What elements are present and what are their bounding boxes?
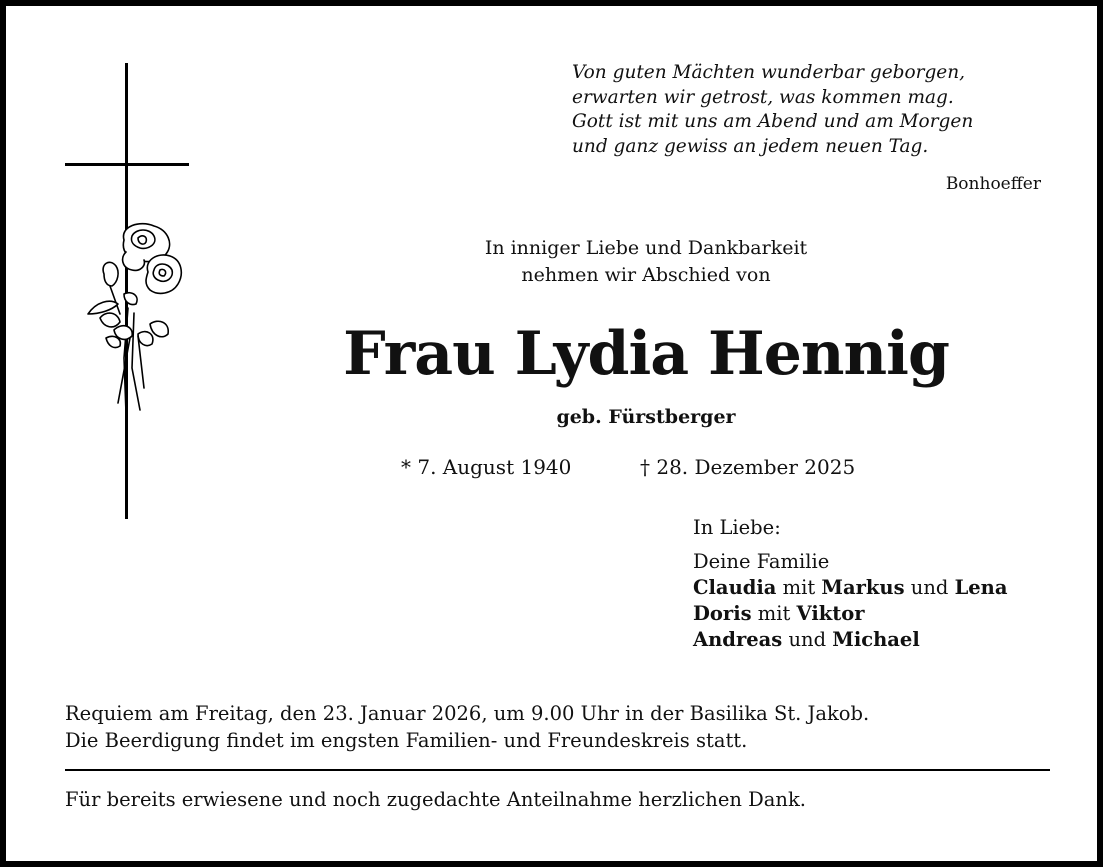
poem-line: und ganz gewiss an jedem neuen Tag.: [572, 135, 929, 157]
birth-date: * 7. August 1940: [401, 455, 572, 479]
poem-line: Gott ist mit uns am Abend und am Morgen: [572, 111, 974, 132]
deceased-name: Frau Lydia Hennig: [343, 319, 949, 389]
intro-line-2: nehmen wir Abschied von: [521, 264, 771, 286]
connector-text: und: [904, 576, 955, 599]
family-member: Michael: [832, 628, 920, 651]
death-date: † 28. Dezember 2025: [640, 455, 856, 479]
burial-text: Die Beerdigung findet im engsten Familien- und Freundeskreis statt.: [65, 729, 748, 752]
family-greeting: Deine Familie: [693, 550, 830, 573]
family-member: Claudia: [693, 576, 777, 599]
family-member: Markus: [821, 576, 905, 599]
thanks-text: Für bereits erwiesene und noch zugedachte Anteilnahme herzlichen Dank.: [65, 788, 806, 811]
family-line: [693, 627, 1008, 653]
connector-text: mit: [776, 576, 822, 599]
requiem-text: Requiem am Freitag, den 23. Januar 2026, um 9.00 Uhr in der Basilika St. Jakob.: [65, 702, 870, 725]
family-member: Viktor: [796, 602, 865, 625]
poem: [572, 61, 1052, 159]
family-line: [693, 575, 1008, 601]
roses-icon: [84, 218, 188, 428]
family-member: Andreas: [693, 628, 783, 651]
intro-text: [346, 235, 946, 289]
family-line: [693, 601, 1008, 627]
poem-line: Von guten Mächten wunderbar geborgen,: [572, 62, 966, 83]
connector-text: mit: [751, 602, 797, 625]
family-heading: In Liebe:: [693, 516, 781, 539]
poem-line: erwarten wir getrost, was kommen mag.: [572, 86, 954, 108]
connector-text: und: [782, 628, 833, 651]
poem-author: Bonhoeffer: [945, 174, 1041, 194]
divider: [65, 769, 1050, 771]
maiden-name: geb. Fürstberger: [556, 406, 736, 428]
cross-icon-horizontal: [65, 163, 189, 166]
family-member: Doris: [693, 602, 752, 625]
family-signature: [693, 515, 1008, 653]
service-info: [65, 700, 1050, 754]
family-member: Lena: [954, 576, 1008, 599]
intro-line-1: In inniger Liebe und Dankbarkeit: [484, 237, 808, 259]
